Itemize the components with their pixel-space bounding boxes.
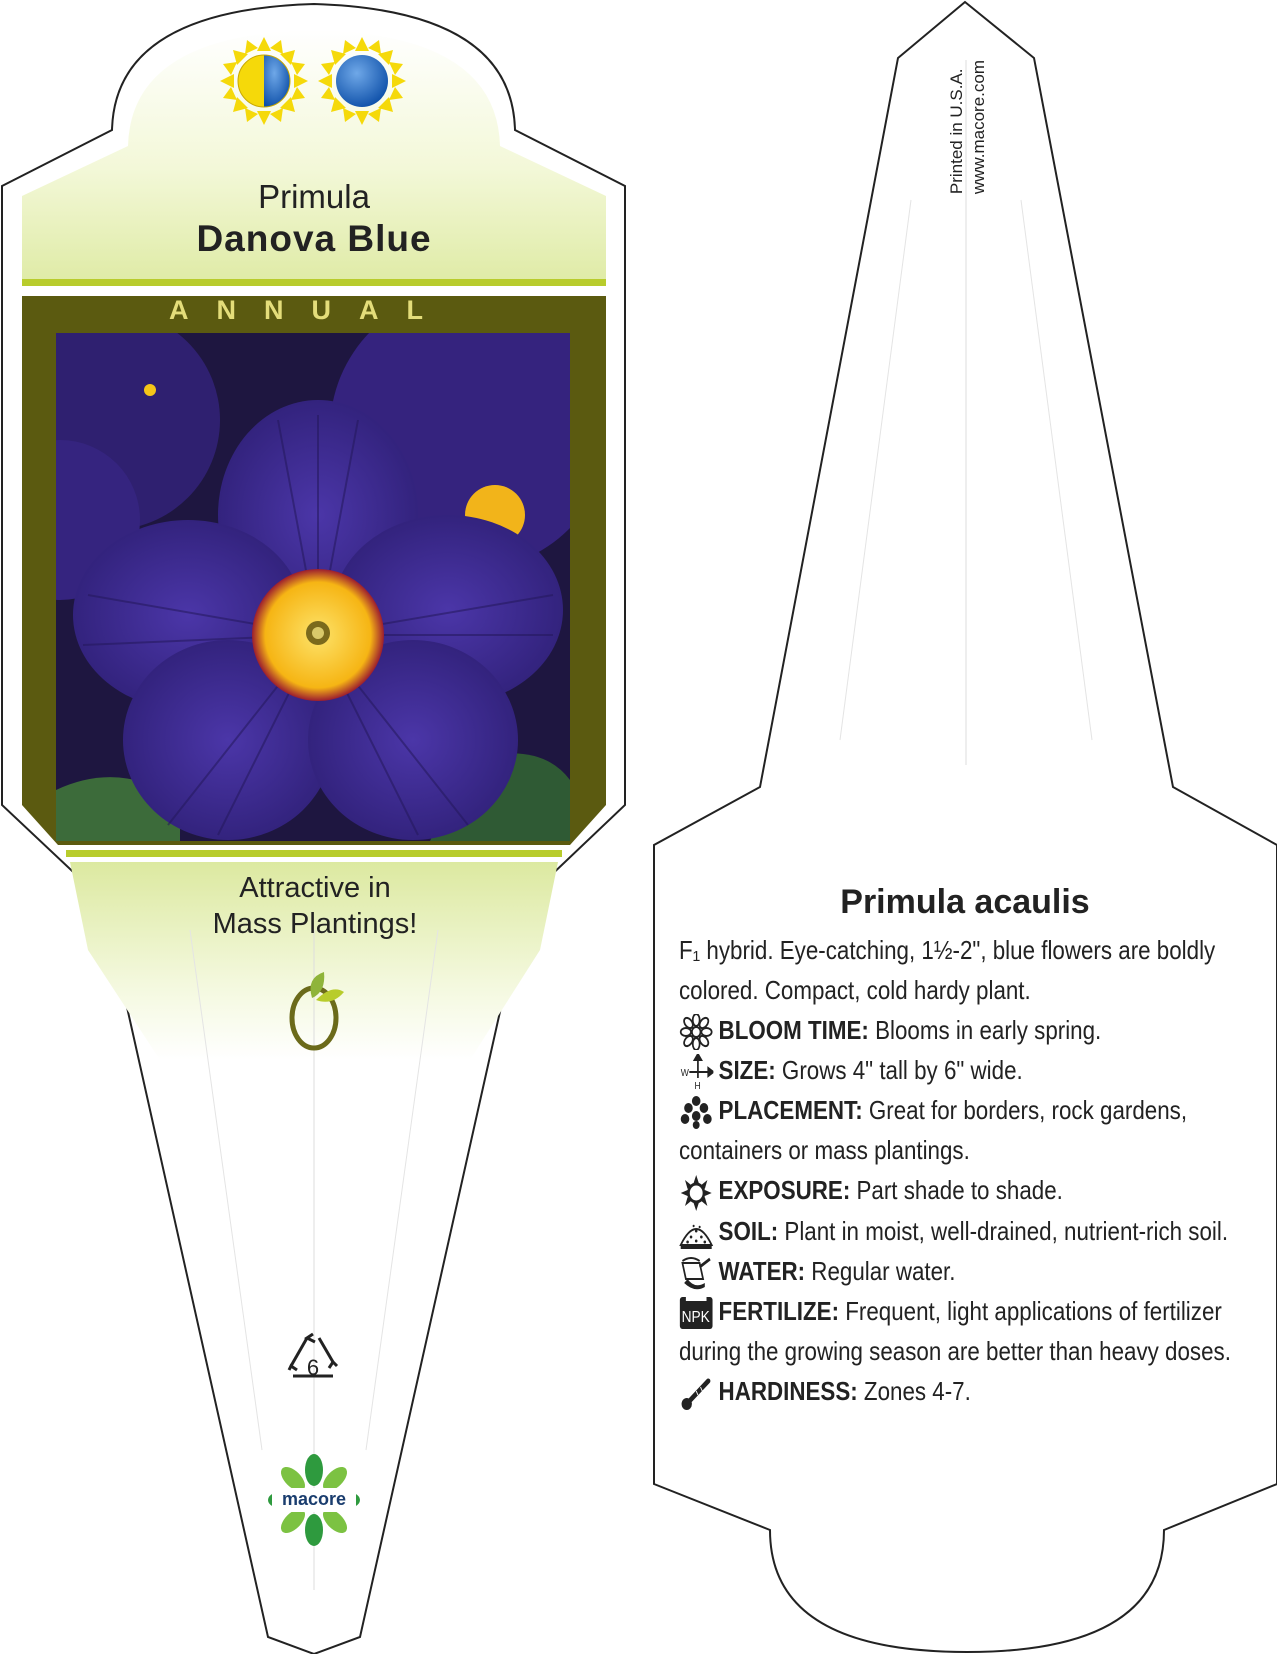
part-sun-icon [220, 37, 308, 125]
npk-label: NPK [681, 1307, 710, 1327]
water-label: WATER: [718, 1255, 806, 1286]
detail-hardiness [679, 1371, 1277, 1411]
detail-water [679, 1251, 1277, 1291]
detail-size [679, 1050, 1277, 1090]
tagline [80, 870, 550, 942]
plant-genus: Primula [258, 178, 370, 215]
detail-placement [679, 1090, 1277, 1170]
fertilize-icon [679, 1295, 713, 1331]
detail-bloom-time [679, 1010, 1277, 1050]
printed-location: Printed in U.S.A. [947, 68, 966, 195]
size-text: Grows 4" tall by 6" wide. [775, 1055, 1023, 1086]
recycle-code: 6 [306, 1355, 320, 1380]
plant-variety: Danova Blue [196, 218, 432, 259]
soil-label: SOIL: [718, 1215, 779, 1246]
shade-icon [318, 37, 406, 125]
bloom-icon [679, 1014, 713, 1050]
placement-label: PLACEMENT: [718, 1095, 863, 1126]
size-w-label: W [680, 1067, 689, 1079]
size-icon [679, 1054, 713, 1090]
water-icon [679, 1255, 713, 1291]
tagline-line-2: Mass Plantings! [212, 908, 418, 940]
flower-photo [0, 290, 610, 841]
exposure-text: Part shade to shade. [850, 1175, 1063, 1206]
printed-website: www.macore.com [969, 60, 988, 195]
brand-logo-text: macore [281, 1489, 347, 1509]
fertilize-label: FERTILIZE: [718, 1295, 840, 1326]
printed-info [946, 60, 990, 194]
placement-text: Great for borders, rock gardens, containers or mass plantings. [679, 1095, 1188, 1166]
bloom-label: BLOOM TIME: [718, 1015, 869, 1045]
size-label: SIZE: [718, 1055, 776, 1086]
water-text: Regular water. [805, 1255, 956, 1286]
detail-exposure [679, 1170, 1277, 1210]
size-h-label: H [694, 1080, 701, 1091]
plant-description [679, 930, 1274, 1411]
tagline-line-1: Attractive in [239, 872, 391, 904]
exposure-label: EXPOSURE: [718, 1175, 851, 1206]
exposure-icon [679, 1175, 713, 1211]
detail-soil [679, 1211, 1277, 1251]
botanical-name: Primula acaulis [840, 883, 1090, 921]
bloom-text: Blooms in early spring. [868, 1015, 1102, 1045]
hardiness-text: Zones 4-7. [857, 1375, 971, 1406]
hardiness-label: HARDINESS: [718, 1375, 858, 1406]
intro-text: F₁ hybrid. Eye-catching, 1½-2", blue flowers are boldly colored. Compact, cold hardy plant. [679, 935, 1216, 1005]
hardiness-icon [679, 1375, 713, 1411]
detail-fertilize [679, 1291, 1277, 1371]
plant-category: ANNUAL [169, 295, 451, 325]
fertilize-text: Frequent, light applications of fertilizer during the growing season are better than heavy doses. [679, 1295, 1231, 1366]
soil-text: Plant in moist, well-drained, nutrient-rich soil. [778, 1215, 1229, 1246]
soil-icon [679, 1215, 713, 1251]
placement-icon [679, 1094, 713, 1130]
